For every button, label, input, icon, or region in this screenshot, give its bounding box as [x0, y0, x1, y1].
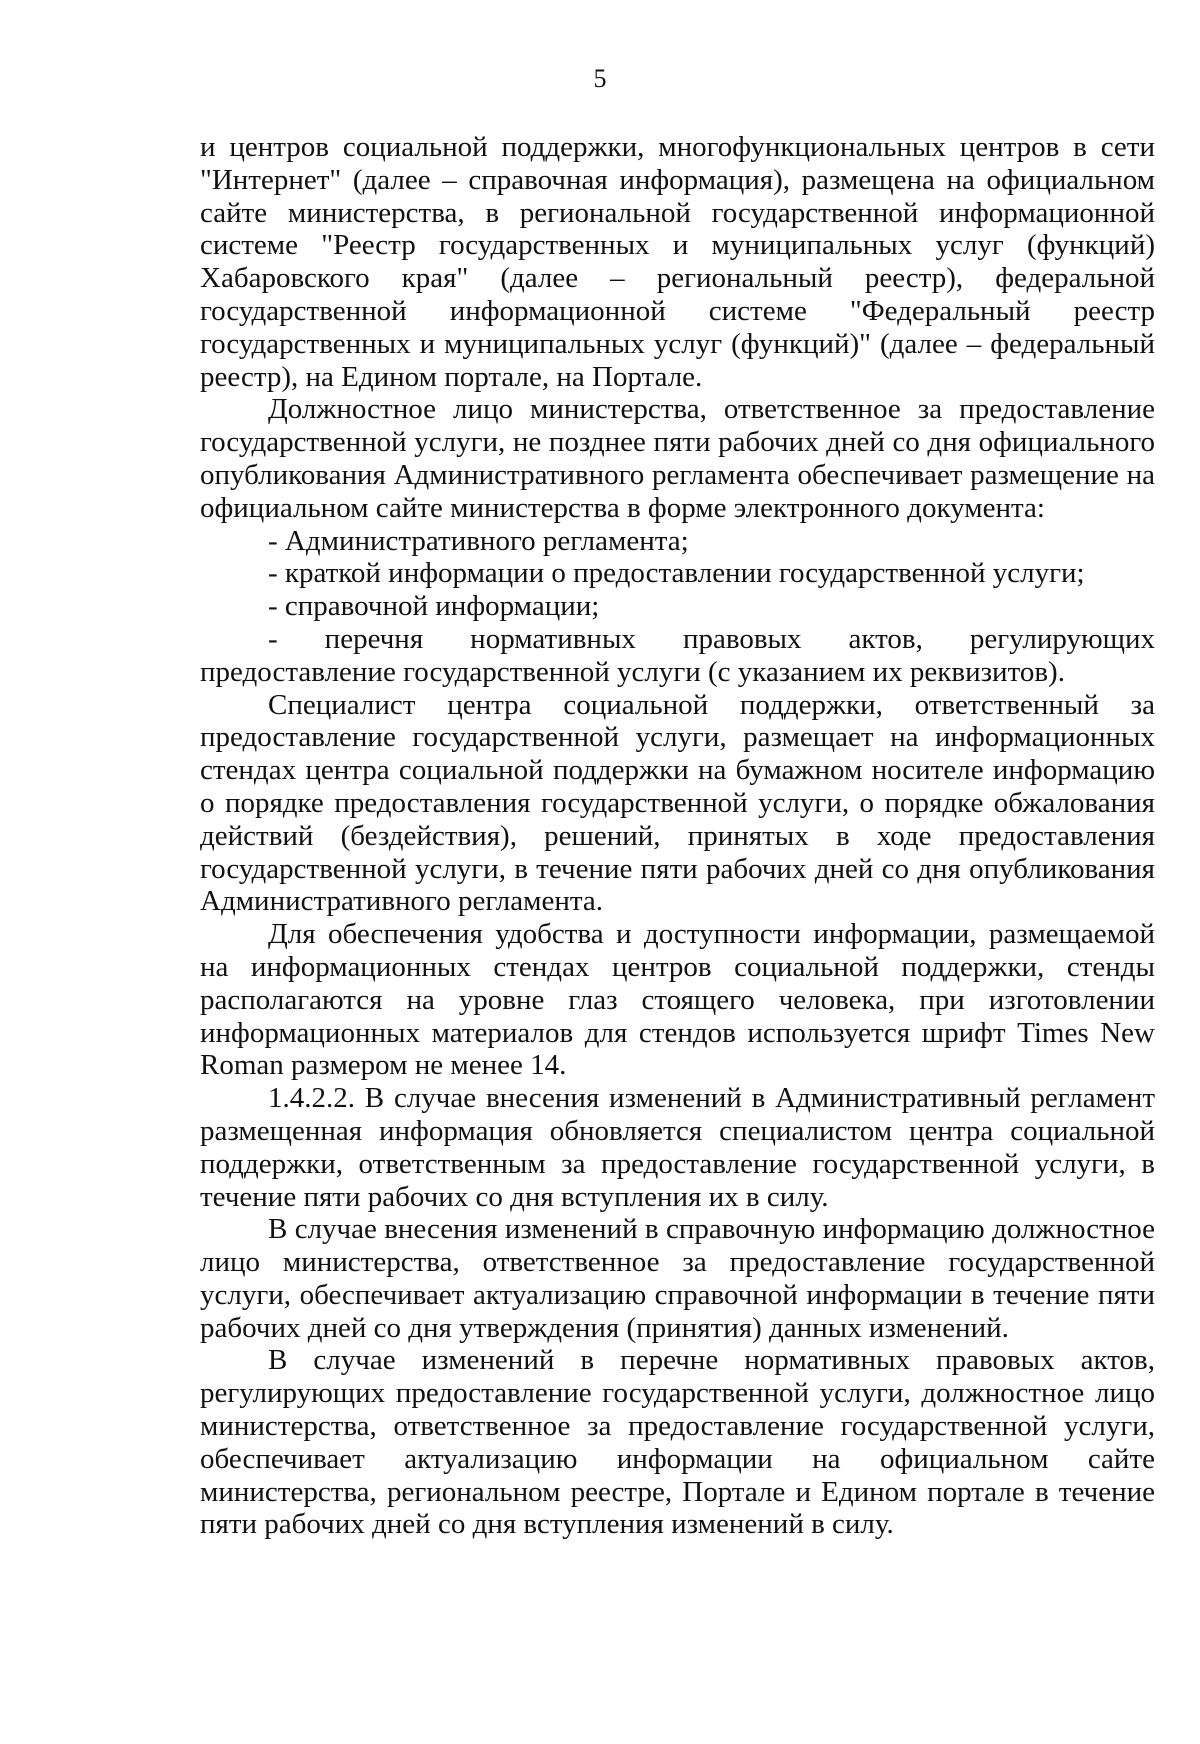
paragraph-specialist-stands: Специалист центра социальной поддержки, ответственный за предоставление государственной услуги, размещает на информационных стендах центра социальной поддержки на бумажном носителе информацию о порядке предоставления государственной услуги, о порядке обжалования действий (бездействия), решений, принятых в ходе предоставления государственной услуги, в течение пяти рабочих дней со дня опубликования Административного регламента. — [200, 688, 1155, 918]
paragraph-continuation: и центров социальной поддержки, многофункциональных центров в сети "Интернет" (далее – справочная информация), размещена на официальном сайте министерства, в региональной государственной информационной системе "Реестр государственных и муниципальных услуг (функций) Хабаровского края" (далее – региональный реестр), федеральной государственной информационной системе "Федеральный реестр государственных и муниципальных услуг (функций)" (далее – федеральный реестр), на Едином портале, на Портале. — [200, 131, 1155, 393]
paragraph-legal-acts-updates: В случае изменений в перечне нормативных правовых актов, регулирующих предоставление государственной услуги, должностное лицо министерства, ответственное за предоставление государственной услуги, обеспечивает актуализацию информации на официальном сайте министерства, региональном реестре, Портале и Едином портале в течение пяти рабочих дней со дня вступления изменений в силу. — [200, 1344, 1155, 1541]
document-body — [200, 131, 1155, 1541]
paragraph-stand-accessibility: Для обеспечения удобства и доступности информации, размещаемой на информационных стендах центров социальной поддержки, стенды располагаются на уровне глаз стоящего человека, при изготовлении информационных материалов для стендов используется шрифт Times New Roman размером не менее 14. — [200, 918, 1155, 1082]
list-item-legal-acts: - перечня нормативных правовых актов, регулирующих предоставление государственной услуги (с указанием их реквизитов). — [200, 622, 1155, 688]
paragraph-reference-updates: В случае внесения изменений в справочную информацию должностное лицо министерства, ответственное за предоставление государственной услуги, обеспечивает актуализацию справочной информации в течение пяти рабочих дней со дня утверждения (принятия) данных изменений. — [200, 1213, 1155, 1344]
list-item-reference-info: - справочной информации; — [268, 590, 600, 623]
page-number: 5 — [593, 64, 607, 93]
paragraph-official-duties: Должностное лицо министерства, ответственное за предоставление государственной услуги, не позднее пяти рабочих дней со дня официального опубликования Административного регламента обеспечивает размещение на официальном сайте министерства в форме электронного документа: — [200, 393, 1155, 524]
list-item-regulation: - Административного регламента; — [268, 524, 689, 557]
list-item-brief-info: - краткой информации о предоставлении государственной услуги; — [268, 557, 1085, 590]
paragraph-section-1-4-2-2: 1.4.2.2. В случае внесения изменений в Административный регламент размещенная информация обновляется специалистом центра социальной поддержки, ответственным за предоставление государственной услуги, в течение пяти рабочих со дня вступления их в силу. — [200, 1082, 1155, 1213]
